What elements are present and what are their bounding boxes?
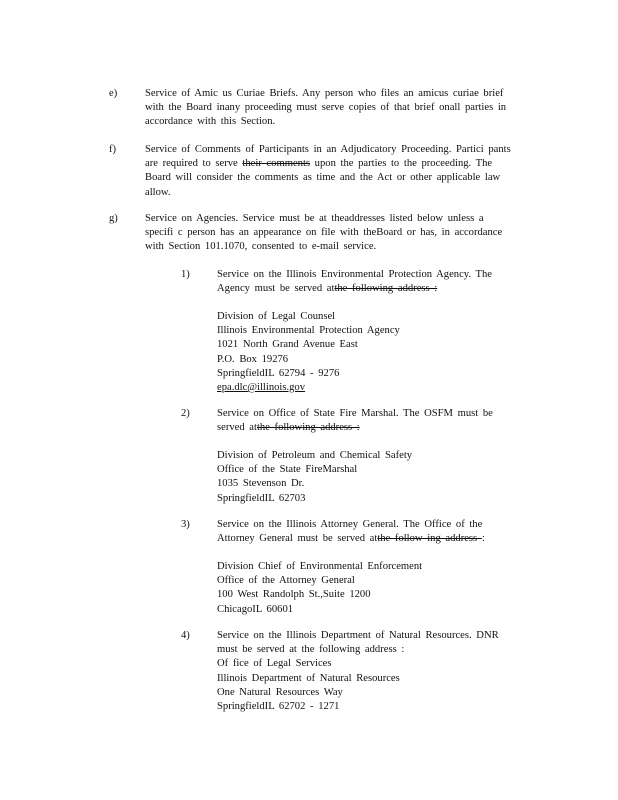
section-g-text <box>145 212 502 255</box>
section-g-label: g) <box>109 213 118 224</box>
section-f-line: Board will consider the comments as time and the Act or other applicable law <box>145 172 501 184</box>
attorney-general-address-block <box>217 560 422 617</box>
section-e-text <box>145 87 506 130</box>
subsection-2-line: Service on Office of State Fire Marshal. The OSFM must be <box>217 408 493 419</box>
section-f-text-part: are required to serve <box>145 158 243 170</box>
address-line: Office of the Attorney General <box>217 575 355 587</box>
address-line: Division of Legal Counsel <box>217 311 336 322</box>
subsection-4-line: must be served at the following address : <box>217 644 405 656</box>
subsection-3-line <box>217 532 485 546</box>
subsection-2-line <box>217 421 493 435</box>
address-line: SpringfieldIL 62703 <box>217 492 306 504</box>
section-g-line: with Section 101.1070, consented to e-mail service. <box>145 241 377 253</box>
section-e-label: e) <box>109 88 118 99</box>
section-e-line: Service of Amic us Curiae Briefs. Any person who files an amicus curiae brief <box>145 88 504 99</box>
subsection-1-text-part: Agency must be served at <box>217 283 335 295</box>
address-line: SpringfieldIL 62702 - 1271 <box>217 701 340 713</box>
address-line: Office of the State FireMarshal <box>217 464 358 476</box>
section-g-line: specifi c person has an appearance on file with theBoard or has, in accordance <box>145 227 503 239</box>
section-e-line: with the Board inany proceeding must serve copies of that brief onall parties in <box>145 102 507 114</box>
struck-text: the following address : <box>334 283 438 295</box>
address-line: ChicagoIL 60601 <box>217 603 294 615</box>
section-f-text <box>145 143 511 200</box>
epa-address-block <box>217 310 400 395</box>
address-line: Of fice of Legal Services <box>217 658 332 670</box>
address-line: 1035 Stevenson Dr. <box>217 478 305 490</box>
subsection-1-text <box>217 268 492 296</box>
address-line: 1021 North Grand Avenue East <box>217 339 358 351</box>
subsection-3-text <box>217 518 485 546</box>
subsection-4-label: 4) <box>181 630 190 641</box>
section-e-line: accordance with this Section. <box>145 116 276 128</box>
address-line: 100 West Randolph St.,Suite 1200 <box>217 589 371 601</box>
address-line: One Natural Resources Way <box>217 686 343 698</box>
section-f-label: f) <box>109 144 117 155</box>
subsection-2-text <box>217 407 493 435</box>
subsection-1-line: Service on the Illinois Environmental Protection Agency. The <box>217 269 492 280</box>
address-line: Illinois Environmental Protection Agency <box>217 325 400 337</box>
section-f-line <box>145 157 511 171</box>
struck-text: their comments <box>242 158 311 170</box>
subsection-3-label: 3) <box>181 519 190 530</box>
subsection-3-text-part: Attorney General must be served at <box>217 533 378 545</box>
subsection-1-line <box>217 282 492 296</box>
section-f-text-part: upon the parties to the proceeding. The <box>310 158 493 170</box>
subsection-4-text <box>217 629 499 714</box>
address-line: SpringfieldIL 62794 - 9276 <box>217 367 340 379</box>
section-f-line: Service of Comments of Participants in an Adjudicatory Proceeding. Partici pants <box>145 144 511 155</box>
subsection-3-text-part: : <box>481 533 485 545</box>
struck-text: the follow ing address <box>377 533 482 545</box>
osfm-address-block <box>217 449 412 506</box>
subsection-1-label: 1) <box>181 269 190 280</box>
subsection-3-line: Service on the Illinois Attorney General. The Office of the <box>217 519 483 530</box>
address-line: Illinois Department of Natural Resources <box>217 672 400 684</box>
section-f-line: allow. <box>145 186 171 198</box>
subsection-4-line: Service on the Illinois Department of Natural Resources. DNR <box>217 630 499 641</box>
address-line: P.O. Box 19276 <box>217 353 289 365</box>
email-link[interactable]: epa.dlc@illinois.gov <box>217 382 306 394</box>
address-line: Division Chief of Environmental Enforcement <box>217 561 423 572</box>
subsection-2-label: 2) <box>181 408 190 419</box>
section-g-line: Service on Agencies. Service must be at theaddresses listed below unless a <box>145 213 484 224</box>
address-line: Division of Petroleum and Chemical Safety <box>217 450 413 461</box>
struck-text: the following address : <box>256 422 360 434</box>
subsection-2-text-part: served at <box>217 422 257 434</box>
